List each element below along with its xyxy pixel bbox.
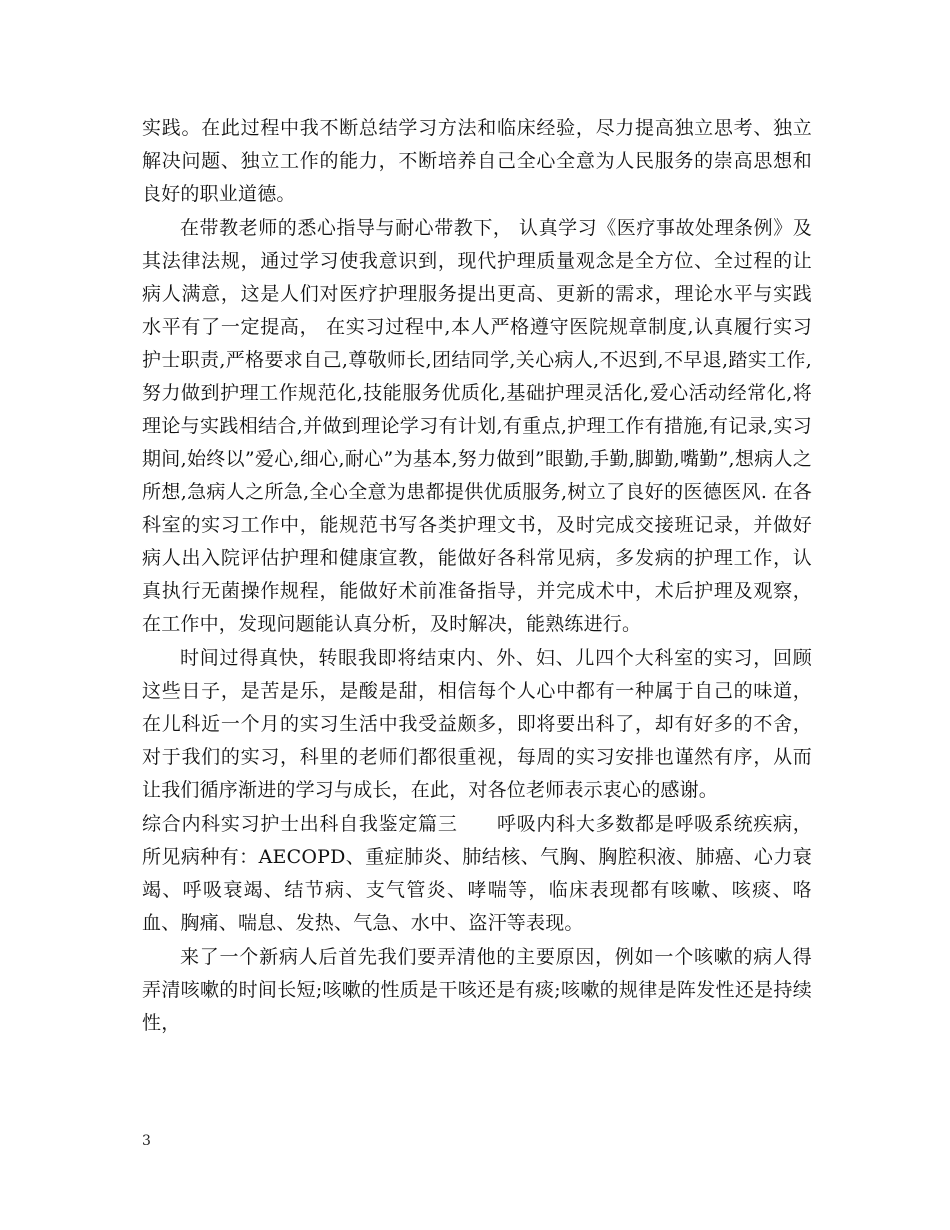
page-number: 3 [142,1133,151,1149]
paragraph-continuation: 实践。在此过程中我不断总结学习方法和临床经验，尽力提高独立思考、独立解决问题、独立工作的能力，不断培养自己全心全意为人民服务的崇高思想和良好的职业道德。 [142,117,812,205]
document-body [142,112,812,1041]
paragraph-time-passes: 时间过得真快，转眼我即将结束内、外、妇、儿四个大科室的实习，回顾这些日子，是苦是乐，是酸是甜，相信每个人心中都有一种属于自己的味道，在儿科近一个月的实习生活中我受益颇多，即将要出科了，却有好多的不舍，对于我们的实习，科里的老师们都很重视，每周的实习安排也谨然有序，从而让我们循序渐进的学习与成长，在此，对各位老师表示衷心的感谢。 [142,647,812,801]
paragraph-new-patient: 来了一个新病人后首先我们要弄清他的主要原因，例如一个咳嗽的病人得弄清咳嗽的时间长短;咳嗽的性质是干咳还是有痰;咳嗽的规律是阵发性还是持续性， [142,946,812,1034]
paragraph-study-regulations: 在带教老师的悉心指导与耐心带教下， 认真学习《医疗事故处理条例》及其法律法规，通过学习使我意识到，现代护理质量观念是全方位、全过程的让病人满意，这是人们对医疗护理服务提出更高、更新的需求，理论水平与实践水平有了一定提高， 在实习过程中,本人严格遵守医院规章制度,认真履行实习护士职责,严格要求自己,尊敬师长,团结同学,关心病人,不迟到,不早退,踏实工作,努力做到护理工作规范化,技能服务优质化,基础护理灵活化,爱心活动经常化,将理论与实践相结合,并做到理论学习有计划,有重点,护理工作有措施,有记录,实习期间,始终以”爱心,细心,耐心”为基本,努力做到”眼勤,手勤,脚勤,嘴勤”,想病人之所想,急病人之所急,全心全意为患都提供优质服务,树立了良好的医德医风. 在各科室的实习工作中，能规范书写各类护理文书，及时完成交接班记录，并做好病人出入院评估护理和健康宣教，能做好各科常见病，多发病的护理工作，认真执行无菌操作规程，能做好术前准备指导，并完成术中，术后护理及观察，在工作中，发现问题能认真分析，及时解决，能熟练进行。 [142,217,812,635]
paragraph-section-three: 综合内科实习护士出科自我鉴定篇三 呼吸内科大多数都是呼吸系统疾病，所见病种有：AECOPD、重症肺炎、肺结核、气胸、胸腔积液、肺癌、心力衰竭、呼吸衰竭、结节病、支气管炎、哮喘等，临床表现都有咳嗽、咳痰、咯血、胸痛、喘息、发热、气急、水中、盗汗等表现。 [142,813,812,934]
